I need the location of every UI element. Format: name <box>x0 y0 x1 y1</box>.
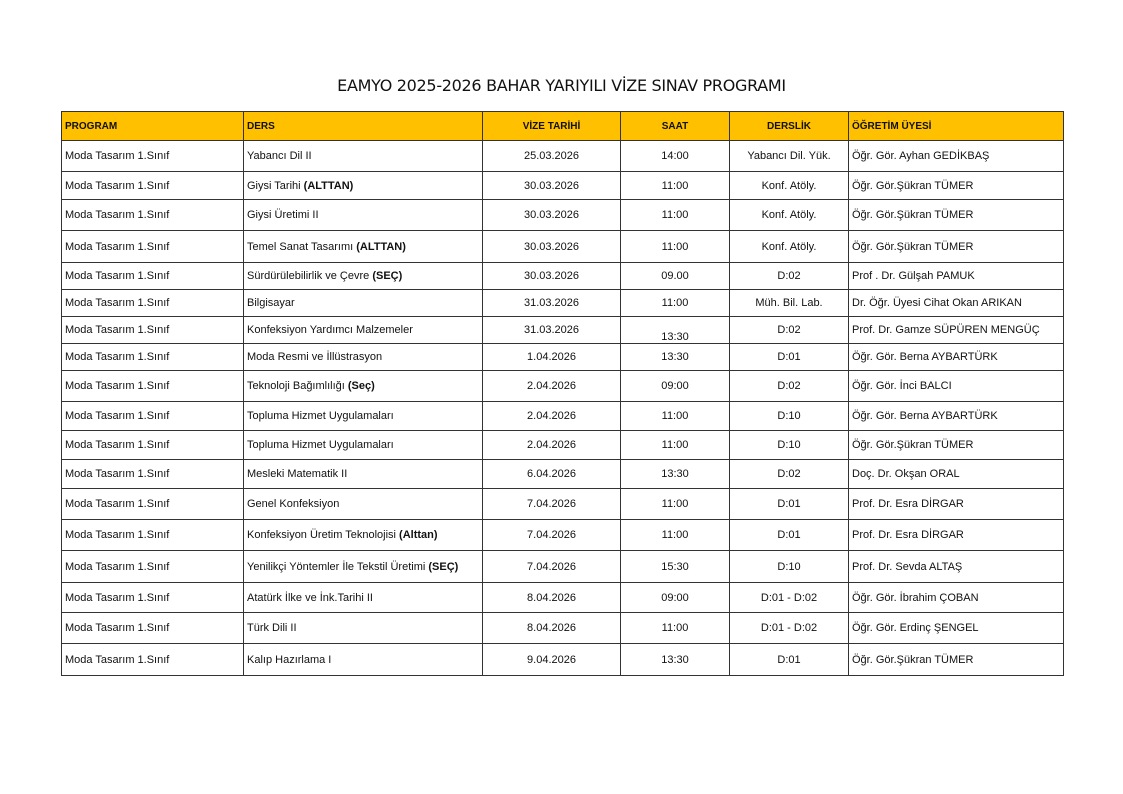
table-row <box>62 263 1064 290</box>
date-cell-text: 6.04.2026 <box>527 468 576 480</box>
program-cell <box>62 172 244 200</box>
program-cell <box>62 317 244 344</box>
time-cell-text: 11:00 <box>661 297 689 309</box>
instructor-cell <box>849 231 1064 263</box>
time-cell-text: 11:00 <box>661 240 689 253</box>
course-tag: (Seç) <box>347 380 375 392</box>
date-cell <box>483 141 621 172</box>
instructor-cell-text: Öğr. Gör. Berna AYBARTÜRK <box>852 351 998 363</box>
course-cell <box>244 402 483 431</box>
course-cell-text: Giysi Tarihi <box>247 179 304 192</box>
instructor-cell <box>849 371 1064 402</box>
time-cell-text: 11:00 <box>661 209 689 221</box>
exam-schedule-table <box>61 111 1064 676</box>
program-cell-text: Moda Tasarım 1.Sınıf <box>65 297 170 309</box>
table-row <box>62 583 1064 613</box>
table-row <box>62 402 1064 431</box>
program-cell-text: Moda Tasarım 1.Sınıf <box>65 439 170 451</box>
date-cell-text: 30.03.2026 <box>523 209 580 221</box>
time-cell <box>621 371 730 402</box>
date-cell-text: 7.04.2026 <box>527 529 576 541</box>
instructor-cell-text: Öğr. Gör. Ayhan GEDİKBAŞ <box>852 150 990 162</box>
program-cell <box>62 613 244 644</box>
course-cell <box>244 613 483 644</box>
room-cell-text: D:01 <box>777 498 801 510</box>
date-cell <box>483 200 621 231</box>
program-cell <box>62 290 244 317</box>
date-cell-text: 2.04.2026 <box>527 380 576 392</box>
time-cell <box>621 460 730 489</box>
time-cell-text: 14:00 <box>661 150 689 162</box>
room-cell-text: Müh. Bil. Lab. <box>755 297 823 309</box>
time-cell-text: 09:00 <box>661 591 689 604</box>
room-cell-text: D:02 <box>777 324 801 336</box>
date-cell <box>483 371 621 402</box>
date-cell-text: 31.03.2026 <box>523 324 580 336</box>
instructor-cell <box>849 520 1064 551</box>
instructor-cell <box>849 141 1064 172</box>
table-row <box>62 344 1064 371</box>
course-cell <box>244 200 483 231</box>
course-cell-text: Yabancı Dil II <box>247 150 312 162</box>
course-cell-text: Temel Sanat Tasarımı <box>247 240 357 253</box>
date-cell-text: 8.04.2026 <box>527 622 576 634</box>
course-cell-text: Moda Resmi ve İllüstrasyon <box>247 351 383 363</box>
room-cell <box>730 520 849 551</box>
date-cell-text: 25.03.2026 <box>523 150 580 162</box>
time-cell <box>621 551 730 583</box>
room-cell <box>730 317 849 344</box>
room-cell <box>730 200 849 231</box>
table-row <box>62 141 1064 172</box>
table-row <box>62 460 1064 489</box>
date-cell-text: 30.03.2026 <box>523 270 580 282</box>
date-cell-text: 2.04.2026 <box>527 410 576 422</box>
header-time: SAAT <box>621 112 730 141</box>
course-cell-text: Giysi Üretimi II <box>247 209 319 221</box>
room-cell-text: D:02 <box>777 380 801 392</box>
instructor-cell-text: Öğr. Gör.Şükran TÜMER <box>852 439 974 451</box>
instructor-cell-text: Prof . Dr. Gülşah PAMUK <box>852 270 975 282</box>
table-row <box>62 371 1064 402</box>
time-cell <box>621 520 730 551</box>
time-cell-text: 13:30 <box>661 331 689 343</box>
date-cell <box>483 613 621 644</box>
instructor-cell <box>849 344 1064 371</box>
date-cell-text: 8.04.2026 <box>527 591 576 604</box>
program-cell-text: Moda Tasarım 1.Sınıf <box>65 591 170 604</box>
date-cell <box>483 520 621 551</box>
course-tag: (ALTTAN) <box>356 240 406 253</box>
time-cell <box>621 489 730 520</box>
room-cell <box>730 644 849 676</box>
instructor-cell <box>849 431 1064 460</box>
instructor-cell <box>849 460 1064 489</box>
program-cell <box>62 200 244 231</box>
date-cell-text: 7.04.2026 <box>527 498 576 510</box>
room-cell <box>730 583 849 613</box>
time-cell <box>621 644 730 676</box>
instructor-cell-text: Öğr. Gör.Şükran TÜMER <box>852 179 974 192</box>
date-cell <box>483 460 621 489</box>
program-cell-text: Moda Tasarım 1.Sınıf <box>65 622 170 634</box>
instructor-cell <box>849 200 1064 231</box>
time-cell-text: 11:00 <box>661 179 689 192</box>
table-row <box>62 172 1064 200</box>
room-cell-text: D:10 <box>777 439 801 451</box>
time-cell-text: 13:30 <box>661 653 689 666</box>
instructor-cell-text: Öğr. Gör. Erdinç ŞENGEL <box>852 622 979 634</box>
time-cell <box>621 583 730 613</box>
program-cell <box>62 431 244 460</box>
time-cell <box>621 172 730 200</box>
table-row <box>62 520 1064 551</box>
date-cell-text: 1.04.2026 <box>527 351 576 363</box>
program-cell-text: Moda Tasarım 1.Sınıf <box>65 270 170 282</box>
room-cell-text: Konf. Atöly. <box>761 209 817 221</box>
instructor-cell-text: Prof. Dr. Esra DİRGAR <box>852 529 964 541</box>
instructor-cell-text: Dr. Öğr. Üyesi Cihat Okan ARIKAN <box>852 297 1022 309</box>
room-cell <box>730 489 849 520</box>
table-row <box>62 290 1064 317</box>
course-cell <box>244 172 483 200</box>
course-cell <box>244 551 483 583</box>
table-row <box>62 613 1064 644</box>
header-date: VİZE TARİHİ <box>483 112 621 141</box>
course-cell-text: Atatürk İlke ve İnk.Tarihi II <box>247 591 373 604</box>
program-cell <box>62 489 244 520</box>
room-cell <box>730 263 849 290</box>
table-row <box>62 431 1064 460</box>
program-cell <box>62 371 244 402</box>
course-cell-text: Konfeksiyon Üretim Teknolojisi <box>247 529 400 541</box>
program-cell-text: Moda Tasarım 1.Sınıf <box>65 410 170 422</box>
course-cell-text: Teknoloji Bağımlılığı <box>247 380 348 392</box>
date-cell <box>483 172 621 200</box>
course-cell-text: Kalıp Hazırlama I <box>247 653 332 666</box>
course-cell-text: Bilgisayar <box>247 297 295 309</box>
room-cell-text: D:01 <box>777 529 801 541</box>
course-cell <box>244 460 483 489</box>
time-cell-text: 11:00 <box>661 622 689 634</box>
time-cell <box>621 141 730 172</box>
date-cell <box>483 431 621 460</box>
time-cell <box>621 200 730 231</box>
instructor-cell <box>849 644 1064 676</box>
room-cell <box>730 290 849 317</box>
room-cell-text: D:10 <box>777 560 801 573</box>
date-cell-text: 30.03.2026 <box>523 240 580 253</box>
program-cell <box>62 402 244 431</box>
time-cell-text: 15:30 <box>661 560 689 573</box>
program-cell-text: Moda Tasarım 1.Sınıf <box>65 324 170 336</box>
table-row <box>62 644 1064 676</box>
course-tag: (Alttan) <box>399 529 438 541</box>
program-cell-text: Moda Tasarım 1.Sınıf <box>65 529 170 541</box>
date-cell <box>483 551 621 583</box>
program-cell-text: Moda Tasarım 1.Sınıf <box>65 240 170 253</box>
room-cell <box>730 460 849 489</box>
room-cell-text: D:10 <box>777 410 801 422</box>
date-cell <box>483 263 621 290</box>
room-cell <box>730 371 849 402</box>
course-cell-text: Topluma Hizmet Uygulamaları <box>247 439 394 451</box>
header-course: DERS <box>244 112 483 141</box>
room-cell-text: Konf. Atöly. <box>761 179 817 192</box>
time-cell <box>621 231 730 263</box>
room-cell-text: D:01 - D:02 <box>760 622 818 634</box>
program-cell <box>62 583 244 613</box>
instructor-cell-text: Öğr. Gör. İnci BALCI <box>852 380 952 392</box>
time-cell-text: 13:30 <box>661 351 689 363</box>
date-cell-text: 30.03.2026 <box>523 179 580 192</box>
program-cell <box>62 460 244 489</box>
date-cell <box>483 290 621 317</box>
date-cell-text: 7.04.2026 <box>527 560 576 573</box>
course-cell <box>244 231 483 263</box>
course-cell-text: Sürdürülebilirlik ve Çevre <box>247 270 373 282</box>
course-cell-text: Topluma Hizmet Uygulamaları <box>247 410 394 422</box>
instructor-cell-text: Öğr. Gör. İbrahim ÇOBAN <box>852 591 979 604</box>
room-cell-text: D:02 <box>777 468 801 480</box>
instructor-cell <box>849 551 1064 583</box>
room-cell-text: D:01 <box>777 351 801 363</box>
instructor-cell-text: Prof. Dr. Sevda ALTAŞ <box>852 560 963 573</box>
instructor-cell-text: Öğr. Gör. Berna AYBARTÜRK <box>852 410 998 422</box>
time-cell-text: 09:00 <box>661 380 689 392</box>
room-cell <box>730 402 849 431</box>
table-header-row <box>62 112 1064 141</box>
date-cell <box>483 344 621 371</box>
instructor-cell-text: Öğr. Gör.Şükran TÜMER <box>852 240 974 253</box>
course-cell <box>244 431 483 460</box>
header-room: DERSLİK <box>730 112 849 141</box>
time-cell-text: 11:00 <box>661 529 689 541</box>
program-cell-text: Moda Tasarım 1.Sınıf <box>65 209 170 221</box>
room-cell <box>730 141 849 172</box>
instructor-cell <box>849 172 1064 200</box>
date-cell-text: 9.04.2026 <box>527 653 576 666</box>
instructor-cell <box>849 402 1064 431</box>
room-cell-text: Konf. Atöly. <box>761 240 817 253</box>
table-row <box>62 200 1064 231</box>
course-cell-text: Genel Konfeksiyon <box>247 498 340 510</box>
date-cell-text: 31.03.2026 <box>523 297 580 309</box>
table-row <box>62 489 1064 520</box>
date-cell <box>483 402 621 431</box>
course-tag: (SEÇ) <box>372 270 403 282</box>
time-cell <box>621 317 730 344</box>
instructor-cell-text: Doç. Dr. Okşan ORAL <box>852 468 960 480</box>
table-row <box>62 317 1064 344</box>
room-cell <box>730 231 849 263</box>
course-cell <box>244 489 483 520</box>
room-cell-text: Yabancı Dil. Yük. <box>747 150 831 162</box>
program-cell-text: Moda Tasarım 1.Sınıf <box>65 150 170 162</box>
date-cell <box>483 644 621 676</box>
date-cell <box>483 317 621 344</box>
date-cell <box>483 231 621 263</box>
course-cell-text: Konfeksiyon Yardımcı Malzemeler <box>247 324 413 336</box>
course-cell <box>244 263 483 290</box>
course-cell <box>244 644 483 676</box>
program-cell <box>62 141 244 172</box>
time-cell <box>621 402 730 431</box>
instructor-cell <box>849 263 1064 290</box>
program-cell <box>62 644 244 676</box>
room-cell <box>730 613 849 644</box>
program-cell-text: Moda Tasarım 1.Sınıf <box>65 351 170 363</box>
instructor-cell-text: Öğr. Gör.Şükran TÜMER <box>852 209 974 221</box>
instructor-cell-text: Prof. Dr. Gamze SÜPÜREN MENGÜÇ <box>852 324 1040 336</box>
time-cell-text: 11:00 <box>661 410 689 422</box>
time-cell-text: 11:00 <box>661 439 689 451</box>
program-cell <box>62 551 244 583</box>
time-cell-text: 09.00 <box>661 270 689 282</box>
program-cell-text: Moda Tasarım 1.Sınıf <box>65 179 170 192</box>
program-cell-text: Moda Tasarım 1.Sınıf <box>65 468 170 480</box>
course-cell <box>244 344 483 371</box>
room-cell-text: D:01 - D:02 <box>760 591 818 604</box>
time-cell-text: 13:30 <box>661 468 689 480</box>
table-row <box>62 551 1064 583</box>
instructor-cell <box>849 290 1064 317</box>
instructor-cell <box>849 489 1064 520</box>
course-cell <box>244 371 483 402</box>
instructor-cell-text: Prof. Dr. Esra DİRGAR <box>852 498 964 510</box>
table-row <box>62 231 1064 263</box>
header-program: PROGRAM <box>62 112 244 141</box>
time-cell <box>621 263 730 290</box>
instructor-cell-text: Öğr. Gör.Şükran TÜMER <box>852 653 974 666</box>
time-cell <box>621 613 730 644</box>
date-cell <box>483 583 621 613</box>
course-cell-text: Mesleki Matematik II <box>247 468 348 480</box>
instructor-cell <box>849 583 1064 613</box>
room-cell-text: D:02 <box>777 270 801 282</box>
course-tag: (SEÇ) <box>428 560 459 573</box>
time-cell-text: 11:00 <box>661 498 689 510</box>
program-cell-text: Moda Tasarım 1.Sınıf <box>65 560 170 573</box>
program-cell-text: Moda Tasarım 1.Sınıf <box>65 498 170 510</box>
room-cell-text: D:01 <box>777 653 801 666</box>
instructor-cell <box>849 317 1064 344</box>
course-tag: (ALTTAN) <box>303 179 354 192</box>
program-cell <box>62 520 244 551</box>
page-title: EAMYO 2025-2026 BAHAR YARIYILI VİZE SINAV PROGRAMI <box>337 76 786 95</box>
course-cell-text: Türk Dili II <box>247 622 297 634</box>
course-cell <box>244 290 483 317</box>
time-cell <box>621 290 730 317</box>
room-cell <box>730 172 849 200</box>
date-cell <box>483 489 621 520</box>
instructor-cell <box>849 613 1064 644</box>
program-cell <box>62 231 244 263</box>
course-cell <box>244 583 483 613</box>
program-cell-text: Moda Tasarım 1.Sınıf <box>65 380 170 392</box>
course-cell <box>244 317 483 344</box>
course-cell <box>244 520 483 551</box>
course-cell <box>244 141 483 172</box>
time-cell <box>621 431 730 460</box>
room-cell <box>730 551 849 583</box>
room-cell <box>730 344 849 371</box>
program-cell <box>62 263 244 290</box>
program-cell-text: Moda Tasarım 1.Sınıf <box>65 653 170 666</box>
date-cell-text: 2.04.2026 <box>527 439 576 451</box>
program-cell <box>62 344 244 371</box>
header-instructor: ÖĞRETİM ÜYESİ <box>849 112 1064 141</box>
room-cell <box>730 431 849 460</box>
time-cell <box>621 344 730 371</box>
course-cell-text: Yenilikçi Yöntemler İle Tekstil Üretimi <box>247 560 429 573</box>
